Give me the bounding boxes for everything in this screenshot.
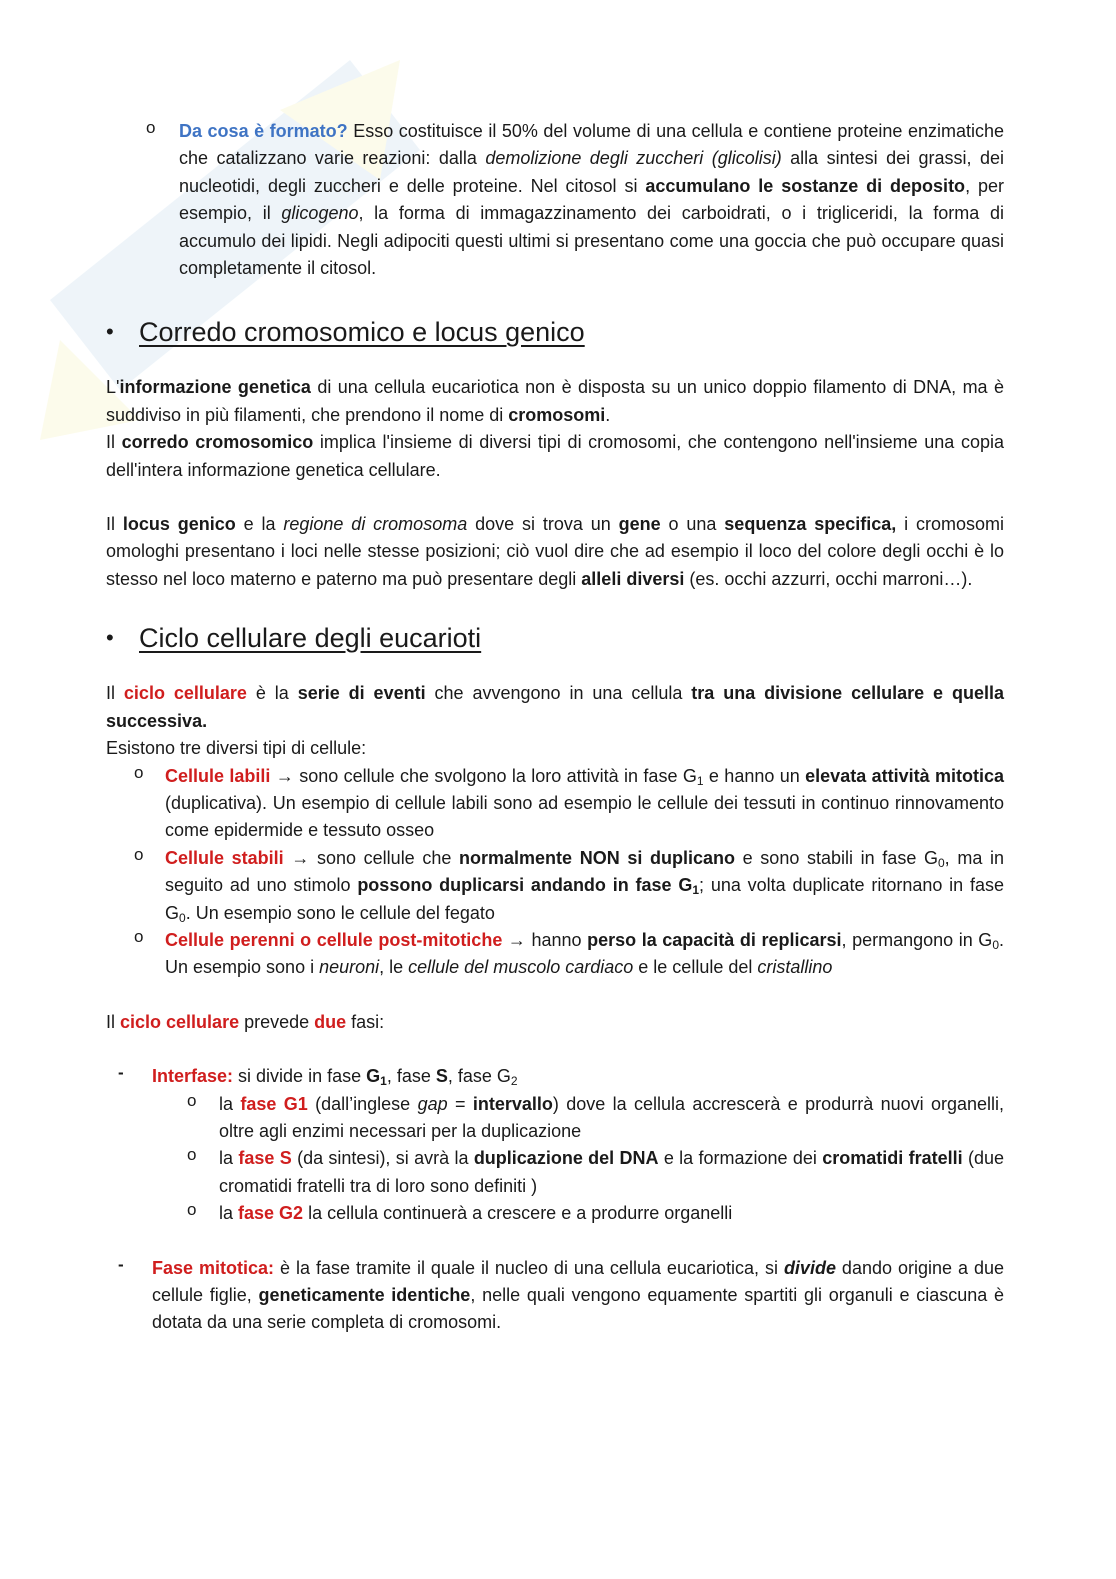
list-item: o Cellule perenni o cellule post-mitotiche → hanno perso la capacità di replicarsi, permangono in $G_0$. Un esempio sono i neuroni, le cellule del muscolo cardiaco e le cellule del cristallino (134, 926, 1005, 978)
section-heading: • Corredo cromosomico e locus genico (106, 317, 585, 348)
circle-bullet-icon: o (134, 844, 144, 864)
paragraph: Il ciclo cellulare è la serie di eventi che avvengono in una cellula tra una divisione cellulare e quella successiva. (106, 683, 1004, 731)
paragraph: Il ciclo cellulare prevede due fasi: (106, 1011, 385, 1032)
paragraph: Il corredo cromosomico implica l'insieme di diversi tipi di cromosomi, che contengono nell'insieme una copia dell'intera informazione genetica cellulare. (106, 432, 1004, 480)
list-item: o Cellule labili → sono cellule che svolgono la loro attività in fase $G_1$ e hanno un elevata attività mitotica (duplicativa). Un esempio di cellule labili sono ad esempio le cellule dei tessuti in continuo rinnovamento come epidermide e tessuto osseo (134, 762, 1004, 841)
paragraph: Il locus genico e la regione di cromosoma dove si trova un gene o una sequenza specifica, i cromosomi omologhi presentano i loci nelle stesse posizioni; ciò vuol dire che ad esempio il loco del colore degli occhi è lo stesso nel loco materno e paterno ma può presentare degli alleli diversi (es. occhi azzurri, occhi marroni…). (106, 514, 1004, 589)
list-item: o la fase G2 la cellula continuerà a crescere e a produrre organelli (187, 1200, 733, 1224)
circle-bullet-icon: o (187, 1145, 197, 1165)
list-item: o la fase G1 (dall’inglese gap = intervallo) dove la cellula accrescerà e produrrà nuovi organelli, oltre agli enzimi necessari per la duplicazione (187, 1090, 1005, 1141)
bullet-icon: • (106, 319, 114, 345)
dash-list-item: - Interfase: si divide in fase $G_1$, fase S, fase $G_2$ (118, 1063, 518, 1089)
circle-bullet-icon: o (134, 926, 144, 946)
arrow-icon: → (507, 929, 526, 950)
circle-bullet-icon: o (187, 1200, 197, 1220)
circle-bullet-icon: o (146, 118, 156, 137)
circle-bullet-icon: o (134, 762, 144, 782)
arrow-icon: → (275, 765, 294, 786)
section-heading: • Ciclo cellulare degli eucarioti (106, 623, 482, 654)
bullet-icon: • (106, 625, 114, 651)
circle-bullet-icon: o (187, 1090, 197, 1110)
list-item: o Cellule stabili → sono cellule che normalmente NON si duplicano e sono stabili in fase $G_0$, ma in seguito ad uno stimolo possono duplicarsi andando in fase $G_1$; una volta duplicate ritornano in fase $G_0$. Un esempio sono le cellule del fegato (134, 844, 1004, 925)
list-item: o Da cosa è formato? Esso costituisce il 50% del volume di una cellula e contiene proteine enzimatiche che catalizzano varie reazioni: dalla demolizione degli zuccheri (glicolisi) alla sintesi dei grassi, dei nucleotidi, degli zuccheri e delle proteine. Nel citosol si accumulano le sostanze di deposito, per esempio, il glicogeno, la forma di immagazzinamento dei carboidrati, o i trigliceridi, la forma di accumulo dei lipidi. Negli adipociti questi ultimi si presentano come una goccia che può occupare quasi completamente il citosol. (146, 118, 1004, 279)
paragraph: L'informazione genetica di una cellula eucariotica non è disposta su un unico doppio filamento di DNA, ma è suddiviso in più filamenti, che prendono il nome di cromosomi. (106, 377, 1005, 425)
arrow-icon: → (291, 847, 310, 868)
dash-list-item: - Fase mitotica: è la fase tramite il quale il nucleo di una cellula eucariotica, si divide dando origine a due cellule figlie, geneticamente identiche, nelle quali vengono equamente spartiti gli organuli e ciascuna è dotata da una serie completa di cromosomi. (118, 1254, 1004, 1333)
dash-bullet-icon: - (118, 1063, 124, 1083)
document-page (106, 118, 1004, 1337)
list-item: o la fase S (da sintesi), si avrà la duplicazione del DNA e la formazione dei cromatidi fratelli (due cromatidi fratelli tra di loro sono definiti ) (187, 1145, 1005, 1196)
paragraph: Esistono tre diversi tipi di cellule: (106, 738, 367, 759)
dash-bullet-icon: - (118, 1254, 124, 1274)
